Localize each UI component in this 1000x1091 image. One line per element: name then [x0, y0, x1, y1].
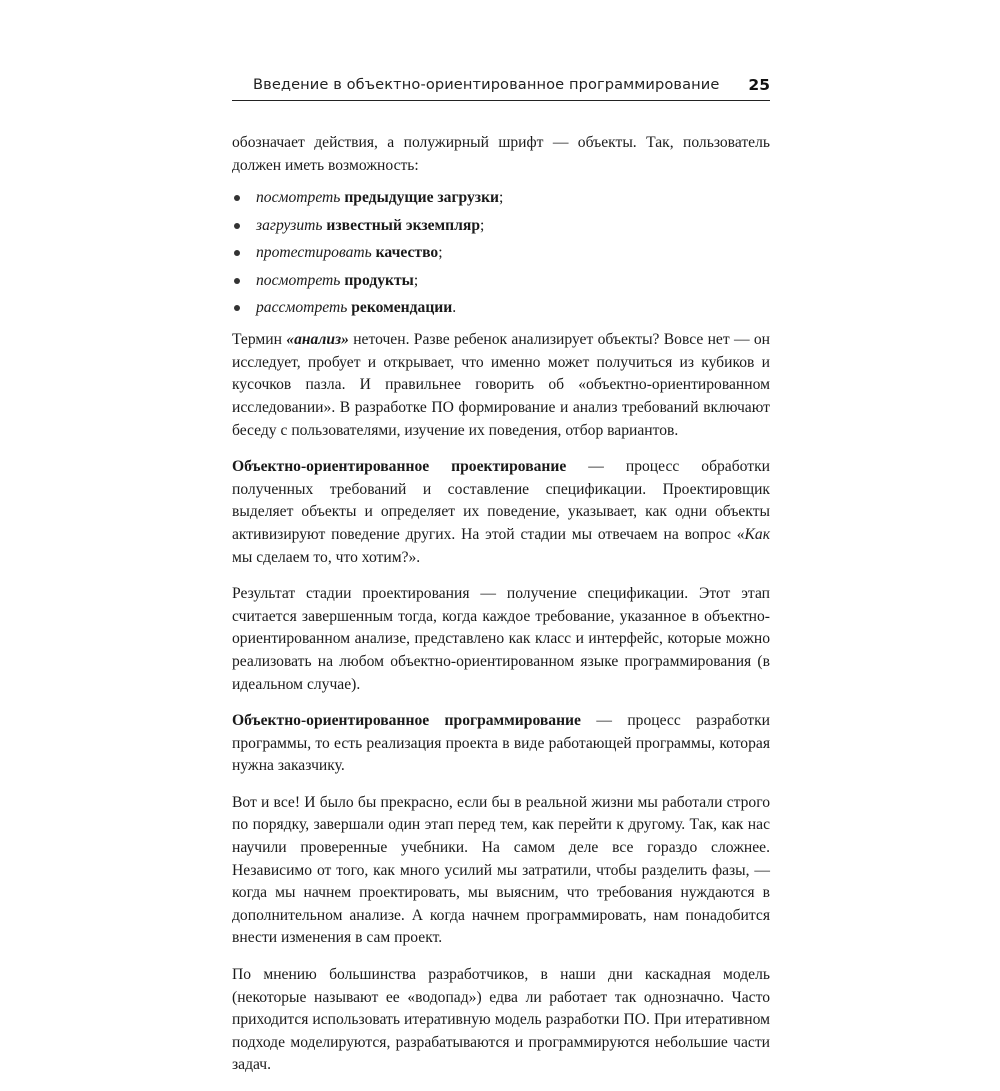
design-text: — процесс обработки полученных требований и составление спецификации. Проектировщик выделяет объекты и определяет их поведение, указывает, как одни объекты активизируют поведение других. На этой стадии мы отвечаем на вопрос «	[232, 458, 770, 543]
requirements-list	[232, 187, 770, 319]
list-item-object: предыдущие загрузки	[344, 189, 500, 207]
list-item-verb: рассмотреть	[256, 299, 348, 317]
programming-text: — процесс разработки программы, то есть реализация проекта в виде работающей программы, которая нужна заказчику.	[232, 712, 770, 775]
intro-paragraph: обозначает действия, а полужирный шрифт — объекты. Так, пользователь должен иметь возможность:	[232, 134, 770, 174]
analysis-paragraph	[232, 329, 770, 442]
bullet-icon	[234, 223, 240, 229]
programming-term: Объектно-ориентированное программирование	[232, 712, 581, 730]
bullet-icon	[234, 195, 240, 201]
list-item-punct: ;	[499, 189, 504, 207]
running-header	[232, 74, 770, 101]
list-item	[232, 187, 770, 209]
list-item-verb: посмотреть	[256, 189, 341, 207]
list-item-object: известный экземпляр	[326, 216, 480, 234]
design-question-word: Как	[744, 525, 770, 543]
bullet-icon	[234, 278, 240, 284]
list-item	[232, 270, 770, 292]
list-item-object: рекомендации	[351, 299, 453, 317]
running-header-title: Введение в объектно-ориентированное программирование	[253, 76, 720, 93]
analysis-term: «анализ»	[286, 331, 349, 349]
programming-paragraph	[232, 710, 770, 778]
list-item	[232, 242, 770, 264]
waterfall-paragraph: По мнению большинства разработчиков, в наши дни каскадная модель (некоторые называют ее «водопад») едва ли работает так однозначно. Часто приходится использовать итеративную модель разработки ПО. При итеративном подходе моделируются, разрабатываются и программируются небольшие части задач.	[232, 966, 770, 1074]
list-item-punct: ;	[480, 216, 485, 234]
analysis-text-start: Термин	[232, 331, 287, 349]
bullet-icon	[234, 305, 240, 311]
analysis-text-rest: неточен. Разве ребенок анализирует объекты? Вовсе нет — он исследует, пробует и открывает, что именно может получиться из кубиков и кусочков пазла. И правильнее говорить об «объектно-ориентированном исследовании». В разработке ПО формирование и анализ требований включают беседу с пользователями, изучение их поведения, отбор вариантов.	[232, 331, 771, 439]
list-item-punct: ;	[438, 244, 443, 262]
list-item-verb: протестировать	[256, 244, 372, 262]
list-item-verb: посмотреть	[256, 271, 341, 289]
list-item	[232, 215, 770, 237]
list-item-punct: .	[452, 299, 457, 317]
list-item-object: качество	[375, 244, 439, 262]
list-item-object: продукты	[344, 271, 414, 289]
result-paragraph: Результат стадии проектирования — получение спецификации. Этот этап считается завершенным тогда, когда каждое требование, указанное в объектно-ориентированном анализе, представлено как класс и интерфейс, которые можно реализовать на любом объектно-ориентированном языке программирования (в идеальном случае).	[232, 585, 770, 693]
design-paragraph	[232, 456, 770, 569]
page-body	[232, 132, 770, 1091]
list-item-verb: загрузить	[256, 216, 323, 234]
design-text-end: мы сделаем то, что хотим?».	[232, 548, 421, 566]
bullet-icon	[234, 250, 240, 256]
page-number: 25	[748, 76, 770, 94]
list-item	[232, 297, 770, 319]
design-term: Объектно-ориентированное проектирование	[232, 458, 567, 476]
list-item-punct: ;	[413, 271, 419, 289]
thats-all-paragraph: Вот и все! И было бы прекрасно, если бы в реальной жизни мы работали строго по порядку, завершали один этап перед тем, как перейти к другому. Так, как нас научили проверенные учебники. На самом деле все гораздо сложнее. Независимо от того, как много усилий мы затратили, чтобы разделить фазы, — когда мы начнем проектировать, мы выясним, что требования нуждаются в дополнительном анализе. А когда начнем программировать, нам понадобится внести изменения в сам проект.	[232, 793, 770, 947]
